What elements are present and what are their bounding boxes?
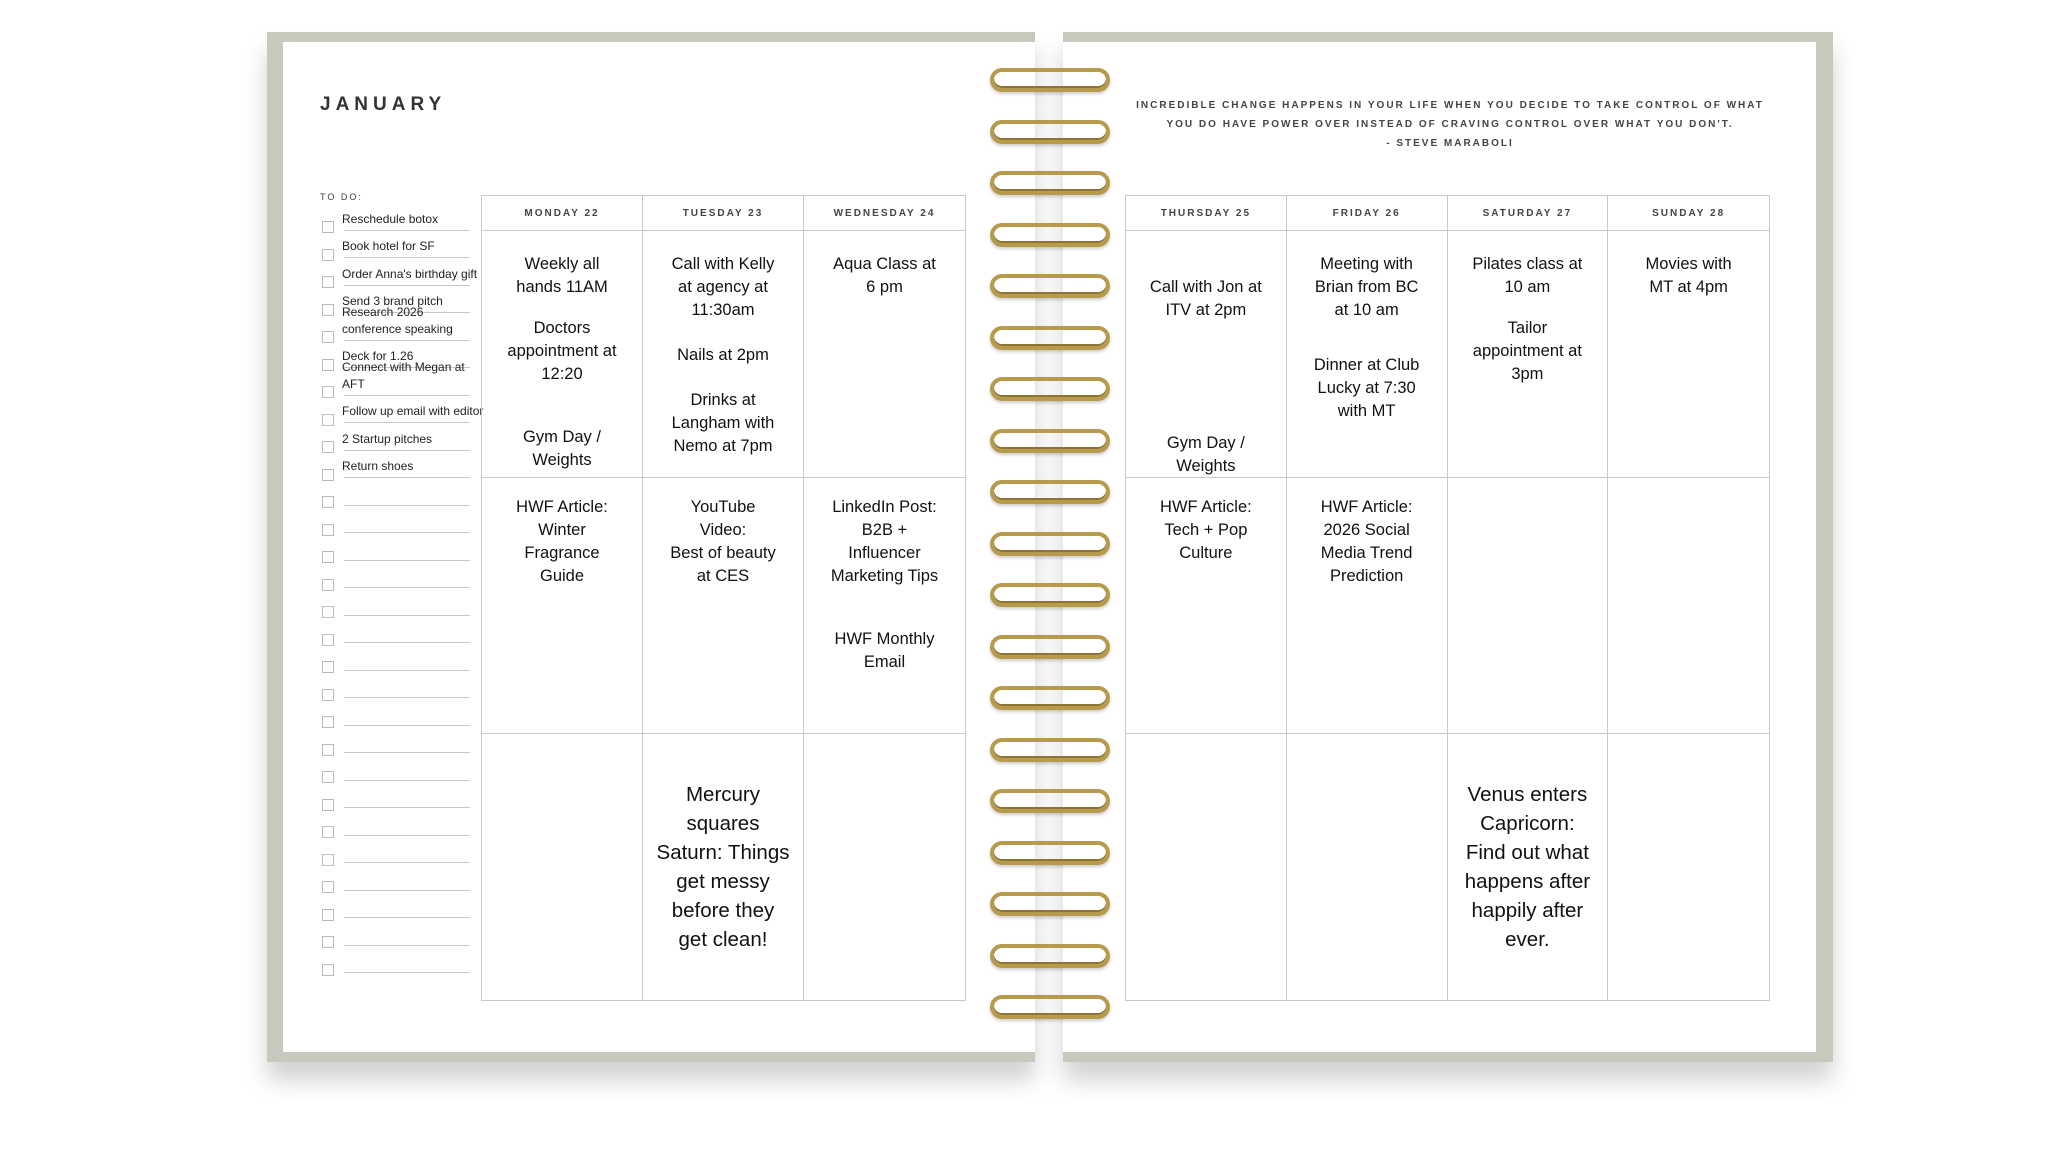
event-text: HWF Article: Tech + Pop Culture: [1160, 498, 1252, 562]
todo-line: [344, 395, 470, 396]
todo-line: [344, 532, 470, 533]
day-cell-middle[interactable]: [1608, 478, 1769, 734]
todo-item: [320, 398, 490, 426]
day-cell-middle[interactable]: [1448, 478, 1609, 734]
todo-checkbox[interactable]: [322, 689, 334, 701]
todo-item: [320, 205, 490, 233]
day-header: SATURDAY 27: [1448, 196, 1609, 231]
day-header: SUNDAY 28: [1608, 196, 1769, 231]
todo-checkbox[interactable]: [322, 524, 334, 536]
day-cell-middle[interactable]: [804, 478, 965, 734]
spiral-ring: [990, 68, 1110, 92]
todo-checkbox[interactable]: [322, 441, 334, 453]
todo-item: [320, 260, 490, 288]
week-grid-right: [1125, 195, 1770, 1001]
todo-item: [320, 590, 490, 618]
todo-item: [320, 233, 490, 261]
event-text: HWF Article: Winter Fragrance Guide: [516, 498, 608, 585]
spiral-ring: [990, 944, 1110, 968]
day-cell-middle[interactable]: [482, 478, 643, 734]
event-text: YouTube Video: Best of beauty at CES: [670, 498, 776, 585]
todo-item: [320, 563, 490, 591]
todo-line: [344, 945, 470, 946]
event-text: Gym Day / Weights: [1166, 434, 1245, 475]
todo-checkbox[interactable]: [322, 386, 334, 398]
spiral-ring: [990, 274, 1110, 298]
spiral-ring: [990, 120, 1110, 144]
todo-line: [344, 697, 470, 698]
day-cell-middle[interactable]: [1126, 478, 1287, 734]
event-text: Drinks at Langham with Nemo at 7pm: [671, 391, 775, 455]
day-header: TUESDAY 23: [643, 196, 804, 231]
event-text: HWF Article: 2026 Social Media Trend Prediction: [1320, 498, 1413, 585]
spiral-ring: [990, 326, 1110, 350]
todo-item: [320, 453, 490, 481]
todo-line: [344, 615, 470, 616]
day-cell-middle[interactable]: [643, 478, 804, 734]
spiral-ring: [990, 686, 1110, 710]
day-cell-bottom[interactable]: [804, 734, 965, 1000]
todo-item: [320, 948, 490, 976]
todo-checkbox[interactable]: [322, 936, 334, 948]
todo-item-text: Order Anna's birthday gift: [342, 266, 478, 281]
todo-checkbox[interactable]: [322, 716, 334, 728]
spiral-ring: [990, 841, 1110, 865]
todo-item-text: Return shoes: [342, 459, 414, 473]
todo-line: [344, 587, 470, 588]
todo-checkbox[interactable]: [322, 826, 334, 838]
todo-item: [320, 535, 490, 563]
day-cell-bottom[interactable]: [1126, 734, 1287, 1000]
day-cell-bottom[interactable]: [1448, 734, 1609, 1000]
todo-checkbox[interactable]: [322, 606, 334, 618]
todo-list: [320, 205, 490, 975]
todo-item-text: Send 3 brand pitch: [342, 294, 443, 308]
todo-line: [344, 560, 470, 561]
todo-item: [320, 920, 490, 948]
day-cell-middle[interactable]: [1287, 478, 1448, 734]
todo-item-text: Reschedule botox: [342, 211, 439, 226]
todo-line: [344, 230, 470, 231]
spiral-ring: [990, 789, 1110, 813]
day-cell-bottom[interactable]: [1608, 734, 1769, 1000]
spiral-ring: [990, 635, 1110, 659]
todo-item: [320, 645, 490, 673]
todo-checkbox[interactable]: [322, 331, 334, 343]
day-cell-top[interactable]: [1608, 231, 1769, 478]
todo-line: [344, 807, 470, 808]
spiral-ring: [990, 429, 1110, 453]
todo-item: [320, 480, 490, 508]
event-text: Aqua Class at 6 pm: [833, 255, 936, 296]
spiral-ring: [990, 532, 1110, 556]
day-header: WEDNESDAY 24: [804, 196, 965, 231]
todo-item: [320, 838, 490, 866]
todo-item-text: Deck for 1.26: [342, 349, 414, 363]
todo-line: [344, 340, 470, 341]
todo-checkbox[interactable]: [322, 579, 334, 591]
todo-checkbox[interactable]: [322, 469, 334, 481]
day-cell-top[interactable]: [804, 231, 965, 478]
spiral-ring: [990, 377, 1110, 401]
todo-item-text: Research 2026 conference speaking: [342, 304, 453, 336]
todo-checkbox[interactable]: [322, 964, 334, 976]
todo-checkbox[interactable]: [322, 744, 334, 756]
todo-checkbox[interactable]: [322, 496, 334, 508]
todo-line: [344, 642, 470, 643]
todo-checkbox[interactable]: [322, 359, 334, 371]
astrology-note: Venus enters Capricorn: Find out what happens after happily after ever.: [1464, 783, 1591, 951]
todo-item: [320, 865, 490, 893]
event-text: Tailor appointment at 3pm: [1472, 319, 1582, 383]
event-text: Gym Day / Weights: [523, 428, 601, 469]
todo-line: [344, 505, 470, 506]
todo-label: TO DO:: [320, 192, 363, 202]
todo-checkbox[interactable]: [322, 276, 334, 288]
todo-item: [320, 810, 490, 838]
todo-line: [344, 477, 470, 478]
event-text: LinkedIn Post: B2B + Influencer Marketing Tips: [830, 498, 939, 585]
event-text: Dinner at Club Lucky at 7:30 with MT: [1313, 356, 1420, 420]
spiral-binding: [990, 68, 1115, 1028]
todo-checkbox[interactable]: [322, 771, 334, 783]
todo-line: [344, 917, 470, 918]
astrology-note: Mercury squares Saturn: Things get messy before they get clean!: [656, 783, 790, 951]
spiral-ring: [990, 738, 1110, 762]
day-cell-top[interactable]: [1287, 231, 1448, 478]
todo-line: [344, 257, 470, 258]
todo-line: [344, 780, 470, 781]
day-cell-top[interactable]: [643, 231, 804, 478]
todo-line: [344, 670, 470, 671]
day-cell-bottom[interactable]: [482, 734, 643, 1000]
todo-line: [344, 285, 470, 286]
todo-item: [320, 359, 490, 398]
event-text: Movies with MT at 4pm: [1645, 255, 1732, 296]
day-header: MONDAY 22: [482, 196, 643, 231]
spiral-ring: [990, 171, 1110, 195]
todo-checkbox[interactable]: [322, 249, 334, 261]
event-text: Call with Kelly at agency at 11:30am: [671, 255, 775, 319]
todo-item-text: 2 Startup pitches: [342, 431, 433, 446]
day-header: FRIDAY 26: [1287, 196, 1448, 231]
todo-line: [344, 422, 470, 423]
todo-checkbox[interactable]: [322, 909, 334, 921]
spiral-ring: [990, 480, 1110, 504]
spiral-ring: [990, 583, 1110, 607]
event-text: Nails at 2pm: [677, 346, 769, 364]
todo-item: [320, 728, 490, 756]
todo-line: [344, 972, 470, 973]
todo-item: [320, 304, 490, 343]
todo-line: [344, 890, 470, 891]
todo-item: [320, 755, 490, 783]
todo-line: [344, 752, 470, 753]
quote-text: INCREDIBLE CHANGE HAPPENS IN YOUR LIFE WHEN YOU DECIDE TO TAKE CONTROL OF WHAT YOU DO HAVE POWER OVER INSTEAD OF CRAVING CONTROL OVER WHAT YOU DON'T. - STEVE MARABOLI: [1136, 100, 1764, 149]
week-grid-left: [481, 195, 966, 1001]
spiral-ring: [990, 892, 1110, 916]
todo-line: [344, 862, 470, 863]
todo-checkbox[interactable]: [322, 634, 334, 646]
event-text: HWF Monthly Email: [834, 630, 935, 671]
todo-checkbox[interactable]: [322, 304, 334, 316]
todo-item: [320, 508, 490, 536]
todo-checkbox[interactable]: [322, 551, 334, 563]
todo-checkbox[interactable]: [322, 414, 334, 426]
event-text: Pilates class at 10 am: [1472, 255, 1583, 296]
month-title: JANUARY: [320, 94, 447, 115]
todo-item-text: Book hotel for SF: [342, 239, 435, 253]
day-cell-top[interactable]: [482, 231, 643, 478]
todo-line: [344, 725, 470, 726]
day-cell-bottom[interactable]: [643, 734, 804, 1000]
day-header: THURSDAY 25: [1126, 196, 1287, 231]
todo-item: [320, 893, 490, 921]
todo-line: [344, 835, 470, 836]
day-cell-top[interactable]: [1448, 231, 1609, 478]
todo-item: [320, 425, 490, 453]
day-cell-bottom[interactable]: [1287, 734, 1448, 1000]
event-text: Doctors appointment at 12:20: [507, 319, 617, 383]
day-cell-top[interactable]: [1126, 231, 1287, 478]
todo-item: [320, 673, 490, 701]
event-text: Weekly all hands 11AM: [516, 255, 608, 296]
event-text: Call with Jon at ITV at 2pm: [1149, 278, 1262, 319]
todo-checkbox[interactable]: [322, 854, 334, 866]
event-text: Meeting with Brian from BC at 10 am: [1314, 255, 1419, 319]
spiral-ring: [990, 995, 1110, 1019]
todo-checkbox[interactable]: [322, 221, 334, 233]
todo-checkbox[interactable]: [322, 661, 334, 673]
todo-item: [320, 783, 490, 811]
spiral-ring: [990, 223, 1110, 247]
todo-item-text: Connect with Megan at AFT: [342, 359, 465, 391]
todo-line: [344, 450, 470, 451]
todo-checkbox[interactable]: [322, 881, 334, 893]
todo-checkbox[interactable]: [322, 799, 334, 811]
todo-item-text: Follow up email with editor: [342, 404, 484, 418]
todo-item: [320, 618, 490, 646]
todo-item: [320, 700, 490, 728]
